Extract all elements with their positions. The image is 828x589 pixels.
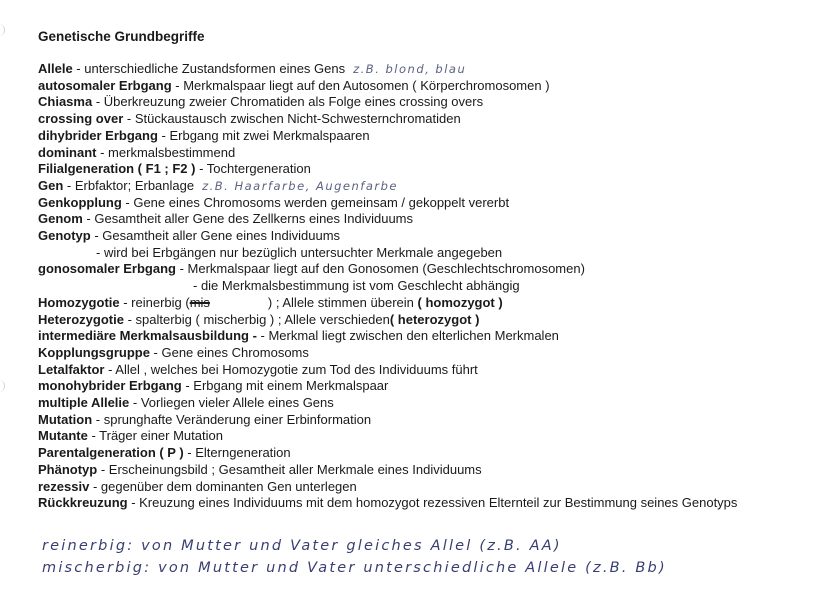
glossary-entry [38, 378, 768, 395]
glossary-entry [38, 362, 768, 379]
glossary-term: dihybrider Erbgang [38, 127, 158, 143]
glossary-term: monohybrider Erbgang [38, 378, 182, 394]
glossary-definition: - Erscheinungsbild ; Gesamtheit aller Merkmale eines Individuums [97, 461, 482, 477]
glossary-term: Phänotyp [38, 461, 98, 477]
glossary-entry [38, 312, 768, 329]
glossary-term: Parentalgeneration ( P ) [38, 445, 184, 461]
glossary-entry [38, 428, 768, 445]
glossary-entry [38, 94, 768, 111]
glossary-entry [38, 261, 768, 278]
glossary-term: dominant [38, 144, 97, 160]
glossary-definition: - Gene eines Chromosoms werden gemeinsam / gekoppelt vererbt [121, 194, 510, 210]
glossary-entry [38, 78, 768, 95]
glossary-entry [38, 228, 768, 245]
glossary-entry [38, 479, 768, 496]
glossary-emphasis: ( heterozygot ) [389, 311, 480, 327]
glossary-definition: - Elterngeneration [183, 445, 291, 461]
glossary-term: Genkopplung [38, 194, 122, 210]
glossary-term: Mutation [38, 411, 93, 427]
punch-hole-mark [0, 380, 5, 392]
glossary-definition: - Merkmal liegt zwischen den elterlichen Merkmalen [256, 328, 559, 344]
glossary-term: intermediäre Merkmalsausbildung - [38, 328, 257, 344]
glossary-list [38, 61, 768, 512]
glossary-entry [38, 195, 768, 212]
glossary-definition: - Erbgang mit zwei Merkmalspaaren [157, 127, 370, 143]
glossary-term: Rückkreuzung [38, 495, 128, 511]
glossary-definition: - Allel , welches bei Homozygotie zum Tod des Individuums führt [104, 361, 478, 377]
glossary-entry [38, 111, 768, 128]
glossary-definition: - Erbfaktor; Erbanlage [63, 177, 195, 193]
glossary-term: autosomaler Erbgang [38, 77, 172, 93]
glossary-entry [38, 328, 768, 345]
glossary-term: Filialgeneration ( F1 ; F2 ) [38, 161, 196, 177]
glossary-definition: - Kreuzung eines Individuums mit dem homozygot rezessiven Elternteil zur Bestimmung seines Genotyps [127, 495, 738, 511]
glossary-term: Letalfaktor [38, 361, 105, 377]
glossary-definition-cont: ) ; Allele stimmen überein [267, 294, 418, 310]
glossary-definition: - Merkmalspaar liegt auf den Autosomen ( Körperchromosomen ) [171, 77, 550, 93]
glossary-entry [38, 211, 768, 228]
glossary-entry [38, 128, 768, 145]
glossary-term: crossing over [38, 111, 124, 127]
glossary-entry [38, 462, 768, 479]
glossary-definition: - merkmalsbestimmend [96, 144, 236, 160]
glossary-continuation: - wird bei Erbgängen nur bezüglich untersuchter Merkmale angegeben [96, 244, 503, 260]
glossary-definition: - Stückaustausch zwischen Nicht-Schwesternchromatiden [123, 111, 461, 127]
glossary-definition: - gegenüber dem dominanten Gen unterlegen [89, 478, 357, 494]
glossary-entry [38, 161, 768, 178]
page-title: Genetische Grundbegriffe [38, 29, 205, 44]
glossary-entry [38, 178, 768, 195]
glossary-continuation: - die Merkmalsbestimmung ist vom Geschlecht abhängig [193, 278, 520, 294]
glossary-definition: - unterschiedliche Zustandsformen eines Gens [72, 61, 346, 76]
glossary-definition: - Überkreuzung zweier Chromatiden als Folge eines crossing overs [92, 94, 484, 110]
glossary-definition: - Gesamtheit aller Gene eines Individuums [90, 228, 341, 244]
glossary-term: multiple Allelie [38, 395, 130, 411]
glossary-entry [38, 145, 768, 162]
glossary-entry [38, 445, 768, 462]
glossary-term: Mutante [38, 428, 88, 444]
handwritten-annotation: z.B. Haarfarbe, Augenfarbe [202, 178, 398, 193]
glossary-definition: - Erbgang mit einem Merkmalspaar [181, 378, 389, 394]
handwritten-note: reinerbig: von Mutter und Vater gleiches Allel (z.B. AA) [42, 538, 562, 554]
glossary-definition: - sprunghafte Veränderung einer Erbinformation [92, 411, 372, 427]
glossary-term: Gen [38, 177, 64, 193]
glossary-entry [38, 395, 768, 412]
glossary-entry [38, 495, 768, 512]
glossary-term: gonosomaler Erbgang [38, 261, 176, 277]
glossary-entry [38, 412, 768, 429]
glossary-term: Genom [38, 211, 83, 227]
handwritten-annotation: z.B. blond, blau [353, 62, 467, 76]
glossary-term: Allele [38, 61, 73, 76]
struck-out-text: mis [189, 294, 210, 310]
handwritten-note: mischerbig: von Mutter und Vater unterschiedliche Allele (z.B. Bb) [42, 560, 667, 576]
glossary-term: Chiasma [38, 94, 93, 110]
glossary-term: Kopplungsgruppe [38, 344, 150, 360]
glossary-definition: - Gesamtheit aller Gene des Zellkerns eines Individuums [82, 211, 414, 227]
glossary-term: Heterozygotie [38, 311, 124, 327]
glossary-entry [38, 295, 768, 312]
glossary-term: rezessiv [38, 478, 90, 494]
handwritten-notes [42, 535, 667, 579]
glossary-definition: - Träger einer Mutation [87, 428, 223, 444]
glossary-definition: - Tochtergeneration [195, 161, 311, 177]
glossary-term: Genotyp [38, 228, 91, 244]
glossary-emphasis: ( homozygot ) [417, 294, 503, 310]
glossary-definition: - Gene eines Chromosoms [149, 344, 309, 360]
glossary-definition: - Vorliegen vieler Allele eines Gens [129, 395, 334, 411]
glossary-entry [38, 61, 768, 78]
punch-hole-mark [0, 24, 5, 36]
glossary-definition: - Merkmalspaar liegt auf den Gonosomen (Geschlechtschromosomen) [175, 261, 585, 277]
glossary-term: Homozygotie [38, 294, 120, 310]
glossary-definition: - reinerbig ( [119, 294, 190, 310]
glossary-entry [38, 345, 768, 362]
glossary-definition: - spalterbig ( mischerbig ) ; Allele verschieden [123, 311, 390, 327]
